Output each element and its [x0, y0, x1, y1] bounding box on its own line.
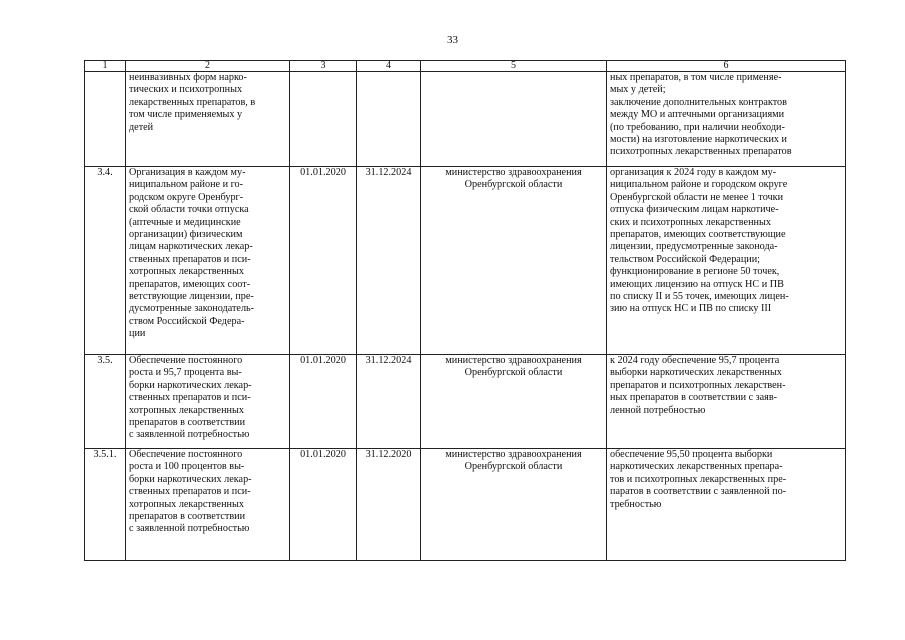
measure-description: Обеспечение постоянного роста и 100 процентов вы- борки наркотических лекар- ственных препаратов и пси- хотропных лекарственных препаратов в соответствии с заявленной потребностью	[126, 449, 290, 561]
column-header-4: 4	[357, 61, 421, 72]
start-date: 01.01.2020	[290, 449, 357, 561]
executor: министерство здравоохранения Оренбургской области	[421, 355, 607, 449]
start-date: 01.01.2020	[290, 167, 357, 355]
row-number: 3.5.	[85, 355, 126, 449]
table-row	[85, 449, 846, 561]
header-row	[85, 61, 846, 72]
executor: министерство здравоохранения Оренбургской области	[421, 167, 607, 355]
measure-description: Организация в каждом му- ниципальном районе и го- родском округе Оренбург- ской области точки отпуска (аптечные и медицинские организации) физическим лицам наркотических лекар- ственных препаратов и пси- хотропных лекарственных препаратов, имеющих соот- ветствующие лицензии, пре- дусмотренные законодатель- ством Российской Федера- ции	[126, 167, 290, 355]
row-number: 3.5.1.	[85, 449, 126, 561]
executor: министерство здравоохранения Оренбургской области	[421, 449, 607, 561]
column-header-2: 2	[126, 61, 290, 72]
plan-table	[84, 60, 846, 561]
start-date: 01.01.2020	[290, 355, 357, 449]
executor	[421, 72, 607, 167]
table-row	[85, 355, 846, 449]
table-row	[85, 167, 846, 355]
column-header-5: 5	[421, 61, 607, 72]
column-header-3: 3	[290, 61, 357, 72]
expected-result: организация к 2024 году в каждом му- ниципальном районе и городском округе Оренбургской области не менее 1 точки отпуска физическим лицам наркотиче- ских и психотропных лекарственных препаратов, имеющих соответствующие лицензии, предусмотренные законода- тельством Российской Федерации; функционирование в регионе 50 точек, имеющих лицензию на отпуск НС и ПВ по списку II и 55 точек, имеющих лицен- зию на отпуск НС и ПВ по списку III	[607, 167, 846, 355]
end-date	[357, 72, 421, 167]
column-header-6: 6	[607, 61, 846, 72]
end-date: 31.12.2020	[357, 449, 421, 561]
end-date: 31.12.2024	[357, 167, 421, 355]
column-header-1: 1	[85, 61, 126, 72]
measure-description: Обеспечение постоянного роста и 95,7 процента вы- борки наркотических лекар- ственных препаратов и пси- хотропных лекарственных препаратов в соответствии с заявленной потребностью	[126, 355, 290, 449]
table-row	[85, 72, 846, 167]
measure-description: неинвазивных форм нарко- тических и психотропных лекарственных препаратов, в том числе применяемых у детей	[126, 72, 290, 167]
row-number	[85, 72, 126, 167]
start-date	[290, 72, 357, 167]
expected-result: к 2024 году обеспечение 95,7 процента выборки наркотических лекарственных препаратов и психотропных лекарствен- ных препаратов в соответствии с заяв- ленной потребностью	[607, 355, 846, 449]
expected-result: обеспечение 95,50 процента выборки наркотических лекарственных препара- тов и психотропных лекарственных пре- паратов в соответствии с заявленной по- требностью	[607, 449, 846, 561]
end-date: 31.12.2024	[357, 355, 421, 449]
expected-result: ных препаратов, в том числе применяе- мых у детей; заключение дополнительных контрактов между МО и аптечными организациями (по требованию, при наличии необходи- мости) на изготовление наркотических и психотропных лекарственных препаратов	[607, 72, 846, 167]
row-number: 3.4.	[85, 167, 126, 355]
page-number: 33	[447, 34, 458, 46]
